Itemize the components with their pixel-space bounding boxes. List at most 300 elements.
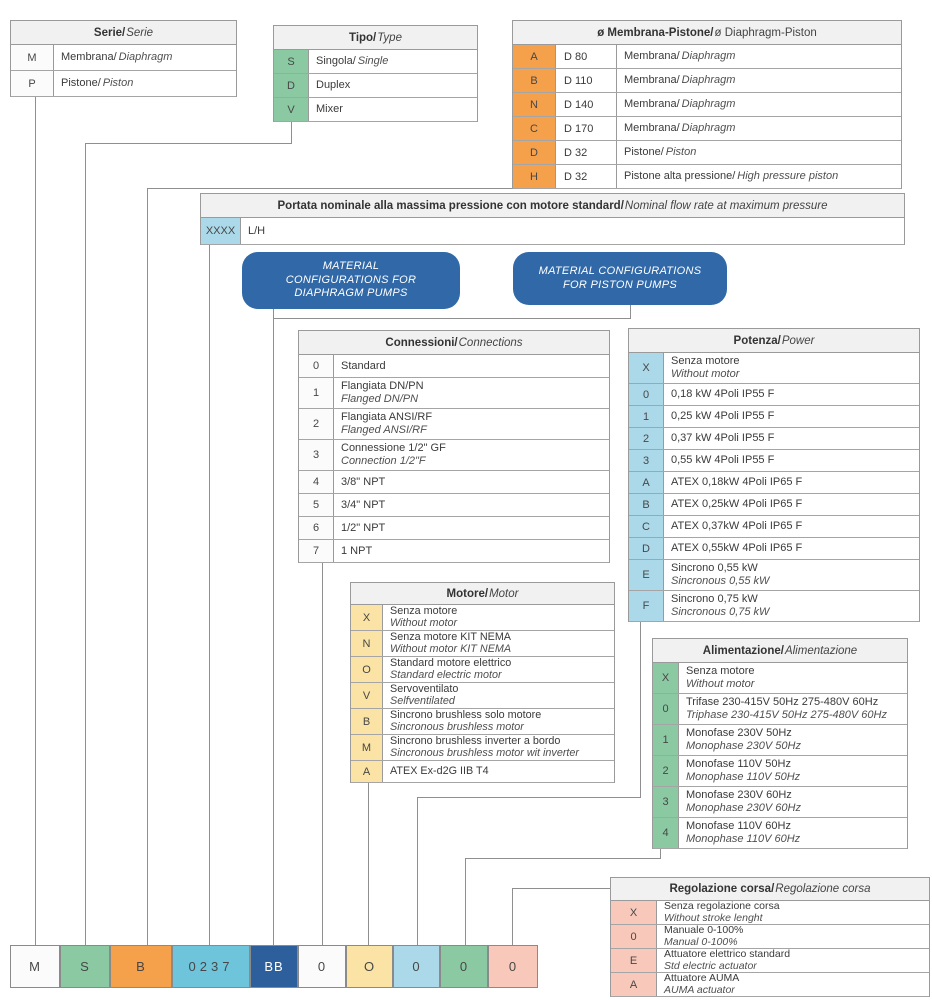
serie-title-english: Serie	[126, 26, 154, 39]
material-box-line: MATERIAL	[322, 260, 380, 273]
stroke-adjustment-table	[610, 877, 930, 997]
code-cell: X	[351, 605, 383, 630]
tipo-table-rows	[274, 50, 477, 122]
code-cell: 5	[299, 494, 334, 516]
code-cell: X	[611, 901, 657, 924]
label-english: Diaphragm	[681, 50, 736, 62]
diameter-cell: D 32	[556, 141, 617, 164]
code-box-alimentazione: 0	[440, 945, 488, 988]
flow-rate-unit: L/H	[248, 224, 266, 237]
label-english: Monophase 230V 50Hz	[686, 740, 801, 752]
label-english: Diaphragm	[681, 98, 736, 110]
label-italian: Pistone alta pressione/	[624, 170, 736, 182]
motor-title-english: Motor	[489, 587, 519, 600]
code-cell: 0	[653, 694, 679, 724]
code-cell: E	[611, 949, 657, 972]
code-cell: 4	[299, 471, 334, 493]
code-cell: 7	[299, 540, 334, 562]
label-italian: Membrana/	[624, 50, 680, 62]
description-cell	[617, 45, 901, 68]
label-italian: 0,25 kW 4Poli IP55 F	[671, 410, 775, 422]
label-italian: Attuatore elettrico standard	[664, 948, 791, 960]
code-cell: B	[629, 494, 664, 515]
diameter-cell: D 170	[556, 117, 617, 140]
description-cell	[334, 409, 609, 439]
connections-table-rows	[299, 355, 609, 563]
motor-table-rows	[351, 605, 614, 783]
code-cell: D	[629, 538, 664, 559]
description-cell	[617, 141, 901, 164]
description-cell	[617, 69, 901, 92]
description-cell	[334, 517, 609, 539]
label-italian: Monofase 230V 60Hz	[686, 789, 792, 801]
label-italian: Manuale 0-100%	[664, 924, 744, 936]
connector-line	[85, 143, 86, 945]
table-row	[351, 657, 614, 683]
stroke-title-italian: Regolazione corsa/	[669, 883, 775, 895]
tipo-table	[273, 25, 478, 122]
label-italian: Sincrono 0,75 kW	[671, 593, 758, 605]
label-italian: Membrana/	[624, 74, 680, 86]
description-cell	[664, 384, 919, 405]
table-row	[629, 353, 919, 384]
power-supply-table	[652, 638, 908, 849]
diaphragm-piston-table-header	[513, 20, 901, 45]
label-italian: Membrana/	[624, 122, 680, 134]
label-italian: Standard	[341, 359, 386, 372]
code-cell: 3	[299, 440, 334, 470]
label-italian: Connessione 1/2" GF	[341, 442, 446, 454]
connector-line	[417, 797, 418, 945]
material-config-diaphragm-text	[286, 260, 416, 301]
diaphragm-title-italian: ø Membrana-Pistone/	[597, 26, 714, 39]
label-italian: 0,55 kW 4Poli IP55 F	[671, 454, 775, 466]
label-italian: Pistone/	[61, 77, 101, 89]
connector-line	[322, 550, 323, 945]
label-english: Diaphragm	[118, 51, 173, 63]
label-english: Without motor	[686, 678, 755, 690]
code-cell: 1	[653, 725, 679, 755]
table-row	[629, 494, 919, 516]
label-english: Without motor KIT NEMA	[390, 642, 512, 655]
label-english: Sincronous brushless motor wit inverter	[390, 746, 580, 759]
description-cell	[679, 725, 907, 755]
stroke-adjustment-table-rows	[611, 901, 929, 997]
power-table-rows	[629, 353, 919, 622]
table-row	[299, 540, 609, 563]
description-cell	[664, 516, 919, 537]
description-cell	[383, 709, 614, 734]
code-box-materiali: BB	[250, 945, 298, 988]
label-italian: Senza motore KIT NEMA	[390, 631, 512, 643]
table-row	[299, 378, 609, 409]
code-cell: 0	[611, 925, 657, 948]
table-row	[351, 735, 614, 761]
diaphragm-title-english: ø Diaphragm-Piston	[714, 26, 817, 39]
table-row	[629, 538, 919, 560]
description-cell	[664, 472, 919, 493]
code-cell: 3	[629, 450, 664, 471]
code-cell: N	[513, 93, 556, 116]
label-english: Without stroke lenght	[664, 911, 763, 924]
label-english: Without motor	[671, 368, 740, 380]
code-cell: E	[629, 560, 664, 590]
table-row	[611, 901, 929, 925]
description-cell	[617, 165, 901, 188]
description-cell	[54, 71, 236, 96]
motor-table-header	[351, 582, 614, 605]
connector-line	[512, 888, 611, 889]
flow-rate-title-english: Nominal flow rate at maximum pressure	[624, 199, 828, 212]
power-supply-title-english: Alimentazione	[784, 644, 858, 657]
label-english: High pressure piston	[737, 170, 839, 182]
description-cell	[664, 538, 919, 559]
description-cell	[657, 925, 929, 948]
description-cell	[679, 663, 907, 693]
connector-line	[465, 858, 466, 945]
table-row	[351, 683, 614, 709]
label-italian: ATEX 0,55kW 4Poli IP65 F	[671, 542, 803, 554]
description-cell	[334, 540, 609, 562]
diaphragm-piston-table	[512, 20, 902, 189]
label-italian: 3/4" NPT	[341, 498, 386, 511]
flow-rate-table	[200, 193, 905, 245]
label-english: Diaphragm	[681, 122, 736, 134]
description-cell	[383, 631, 614, 656]
label-italian: 0,18 kW 4Poli IP55 F	[671, 388, 775, 400]
diaphragm-piston-table-rows	[513, 45, 901, 189]
label-english: Standard electric motor	[390, 668, 502, 681]
table-row	[629, 406, 919, 428]
label-italian: Duplex	[316, 79, 351, 91]
table-row	[513, 165, 901, 189]
material-box-line: CONFIGURATIONS FOR	[285, 273, 417, 286]
connections-table	[298, 330, 610, 563]
code-cell: C	[629, 516, 664, 537]
table-row	[629, 516, 919, 538]
connector-line	[147, 188, 148, 945]
label-italian: ATEX Ex-d2G IIB T4	[390, 764, 489, 777]
description-cell	[664, 560, 919, 590]
tipo-title-english: Type	[377, 31, 402, 44]
flow-rate-code-cell: XXXX	[201, 218, 241, 244]
label-italian: Mixer	[316, 103, 343, 115]
table-row	[11, 71, 236, 97]
power-title-english: Power	[781, 334, 815, 347]
connections-title-italian: Connessioni/	[385, 336, 458, 349]
description-cell	[664, 494, 919, 515]
table-row	[299, 409, 609, 440]
label-english: Flanged DN/PN	[341, 393, 419, 405]
label-italian: ATEX 0,37kW 4Poli IP65 F	[671, 520, 803, 532]
code-box-diametro: B	[110, 945, 172, 988]
motor-title-italian: Motore/	[446, 587, 489, 600]
connector-line	[35, 97, 36, 945]
stroke-title-english: Regolazione corsa	[775, 883, 871, 895]
label-english: Triphase 230-415V 50Hz 275-480V 60Hz	[686, 709, 887, 721]
description-cell	[383, 683, 614, 708]
table-row	[351, 631, 614, 657]
label-italian: ATEX 0,18kW 4Poli IP65 F	[671, 476, 803, 488]
table-row	[513, 93, 901, 117]
code-cell: 2	[653, 756, 679, 786]
code-box-serie: M	[10, 945, 60, 988]
label-italian: Flangiata ANSI/RF	[341, 411, 433, 423]
table-row	[299, 517, 609, 540]
label-italian: Attuatore AUMA	[664, 972, 740, 984]
table-row	[629, 560, 919, 591]
tipo-table-header	[274, 25, 477, 50]
label-italian: Sincrono brushless solo motore	[390, 709, 542, 721]
table-row	[653, 756, 907, 787]
code-cell: D	[274, 74, 309, 97]
serie-table-header	[11, 20, 236, 45]
serie-table	[10, 20, 237, 97]
description-cell	[334, 471, 609, 493]
diameter-cell: D 140	[556, 93, 617, 116]
diameter-cell: D 32	[556, 165, 617, 188]
label-italian: Membrana/	[61, 51, 117, 63]
motor-table	[350, 582, 615, 783]
description-cell	[664, 591, 919, 621]
label-english: Monophase 110V 60Hz	[686, 833, 801, 845]
table-row	[629, 591, 919, 622]
label-italian: 1/2" NPT	[341, 521, 386, 534]
code-cell: B	[351, 709, 383, 734]
description-cell	[383, 735, 614, 760]
code-cell: H	[513, 165, 556, 188]
serie-table-rows	[11, 45, 236, 97]
label-italian: 1 NPT	[341, 544, 373, 557]
code-cell: 1	[629, 406, 664, 427]
label-italian: Singola/	[316, 55, 356, 67]
flow-rate-title-italian: Portata nominale alla massima pressione con motore standard/	[277, 199, 624, 212]
label-italian: Senza motore	[390, 605, 458, 617]
label-english: Sincronous brushless motor	[390, 720, 524, 733]
description-cell	[334, 494, 609, 516]
description-cell	[383, 605, 614, 630]
code-cell: M	[351, 735, 383, 760]
description-cell	[309, 74, 477, 97]
description-cell	[664, 353, 919, 383]
table-row	[653, 694, 907, 725]
code-box-motore: O	[346, 945, 393, 988]
material-box-line: DIAPHRAGM PUMPS	[294, 287, 408, 300]
label-italian: Servoventilato	[390, 683, 459, 695]
table-row	[611, 973, 929, 997]
description-cell	[334, 355, 609, 377]
label-english: Diaphragm	[681, 74, 736, 86]
table-row	[629, 428, 919, 450]
table-row	[653, 787, 907, 818]
code-box-connessioni: 0	[298, 945, 346, 988]
table-row	[611, 949, 929, 973]
label-italian: Monofase 110V 50Hz	[686, 758, 791, 770]
label-italian: Membrana/	[624, 98, 680, 110]
material-config-piston-box	[513, 252, 727, 305]
label-italian: 0,37 kW 4Poli IP55 F	[671, 432, 775, 444]
table-row	[299, 355, 609, 378]
description-cell	[664, 406, 919, 427]
code-box-potenza: 0	[393, 945, 440, 988]
label-english: Std electric actuator	[664, 959, 757, 972]
table-row	[274, 98, 477, 122]
stroke-adjustment-table-header	[611, 877, 929, 901]
label-english: Sincronous 0,55 kW	[671, 575, 770, 587]
connector-line	[465, 858, 661, 859]
label-english: Monophase 230V 60Hz	[686, 802, 801, 814]
connector-line	[209, 238, 210, 945]
code-cell: N	[351, 631, 383, 656]
description-cell	[617, 117, 901, 140]
description-cell	[664, 428, 919, 449]
description-cell	[334, 378, 609, 408]
description-cell	[679, 787, 907, 817]
power-title-italian: Potenza/	[733, 334, 781, 347]
label-english: Single	[357, 55, 389, 67]
description-cell	[383, 657, 614, 682]
code-cell: F	[629, 591, 664, 621]
table-row	[513, 45, 901, 69]
code-cell: D	[513, 141, 556, 164]
label-english: Without motor	[390, 616, 458, 629]
label-italian: Senza motore	[671, 355, 740, 367]
description-cell	[54, 45, 236, 70]
label-italian: Senza motore	[686, 665, 755, 677]
connections-title-english: Connections	[458, 336, 523, 349]
table-row	[629, 384, 919, 406]
label-english: Selfventilated	[390, 694, 455, 707]
label-italian: ATEX 0,25kW 4Poli IP65 F	[671, 498, 803, 510]
table-row	[611, 925, 929, 949]
label-english: Connection 1/2"F	[341, 455, 426, 467]
label-italian: Flangiata DN/PN	[341, 380, 424, 392]
table-row	[274, 74, 477, 98]
code-box-tipo: S	[60, 945, 110, 988]
label-italian: Sincrono 0,55 kW	[671, 562, 758, 574]
code-cell: A	[513, 45, 556, 68]
material-box-line: FOR PISTON PUMPS	[563, 278, 677, 291]
table-row	[299, 494, 609, 517]
connector-line	[368, 758, 369, 945]
code-cell: 6	[299, 517, 334, 539]
code-cell: O	[351, 657, 383, 682]
table-row	[513, 117, 901, 141]
code-cell: M	[11, 45, 54, 70]
code-cell: A	[611, 973, 657, 996]
code-cell: A	[629, 472, 664, 493]
label-english: Sincronous 0,75 kW	[671, 606, 770, 618]
table-row	[513, 141, 901, 165]
label-italian: Sincrono brushless inverter a bordo	[390, 735, 561, 747]
table-row	[653, 725, 907, 756]
table-row	[351, 605, 614, 631]
label-italian: Pistone/	[624, 146, 664, 158]
diameter-cell: D 80	[556, 45, 617, 68]
table-row	[351, 761, 614, 783]
label-english: Monophase 110V 50Hz	[686, 771, 801, 783]
table-row	[629, 472, 919, 494]
table-row	[351, 709, 614, 735]
label-italian: 3/8" NPT	[341, 475, 386, 488]
description-cell	[383, 761, 614, 782]
serie-title-italian: Serie/	[93, 26, 126, 39]
code-box-regolazione: 0	[488, 945, 538, 988]
label-english: Piston	[665, 146, 697, 158]
connector-line	[147, 188, 513, 189]
description-cell	[657, 949, 929, 972]
label-italian: Senza regolazione corsa	[664, 900, 780, 912]
code-cell: V	[274, 98, 309, 121]
table-row	[274, 50, 477, 74]
power-table	[628, 328, 920, 622]
description-cell	[617, 93, 901, 116]
connector-line	[85, 143, 292, 144]
table-row	[299, 471, 609, 494]
label-italian: Trifase 230-415V 50Hz 275-480V 60Hz	[686, 696, 879, 708]
table-row	[653, 663, 907, 694]
code-cell: S	[274, 50, 309, 73]
label-english: Piston	[102, 77, 134, 89]
flow-rate-row	[201, 218, 904, 245]
label-english: AUMA actuator	[664, 983, 735, 996]
connector-line	[273, 298, 274, 945]
power-table-header	[629, 328, 919, 353]
label-italian: Monofase 110V 60Hz	[686, 820, 791, 832]
table-row	[653, 818, 907, 849]
code-cell: X	[653, 663, 679, 693]
description-cell	[679, 818, 907, 848]
connector-line	[512, 888, 513, 945]
connections-table-header	[299, 330, 609, 355]
connector-line	[417, 797, 641, 798]
code-cell: P	[11, 71, 54, 96]
table-row	[299, 440, 609, 471]
label-italian: Standard motore elettrico	[390, 657, 512, 669]
code-cell: 0	[629, 384, 664, 405]
connector-line	[273, 318, 631, 319]
description-cell	[334, 440, 609, 470]
tipo-title-italian: Tipo/	[349, 31, 377, 44]
code-cell: 1	[299, 378, 334, 408]
description-cell	[309, 98, 477, 121]
code-box-portata: 0237	[172, 945, 250, 988]
power-supply-table-header	[653, 638, 907, 663]
description-cell	[657, 973, 929, 996]
description-cell	[657, 901, 929, 924]
power-supply-title-italian: Alimentazione/	[702, 644, 784, 657]
power-supply-table-rows	[653, 663, 907, 849]
material-config-diaphragm-box	[242, 252, 460, 309]
description-cell	[679, 694, 907, 724]
table-row	[513, 69, 901, 93]
code-cell: B	[513, 69, 556, 92]
code-cell: 4	[653, 818, 679, 848]
code-cell: C	[513, 117, 556, 140]
label-english: Manual 0-100%	[664, 935, 738, 948]
label-italian: Monofase 230V 50Hz	[686, 727, 792, 739]
code-cell: 3	[653, 787, 679, 817]
code-cell: X	[629, 353, 664, 383]
code-cell: 0	[299, 355, 334, 377]
code-cell: V	[351, 683, 383, 708]
code-cell: 2	[629, 428, 664, 449]
flow-rate-header	[201, 193, 904, 218]
code-cell: A	[351, 761, 383, 782]
description-cell	[309, 50, 477, 73]
description-cell	[664, 450, 919, 471]
table-row	[629, 450, 919, 472]
